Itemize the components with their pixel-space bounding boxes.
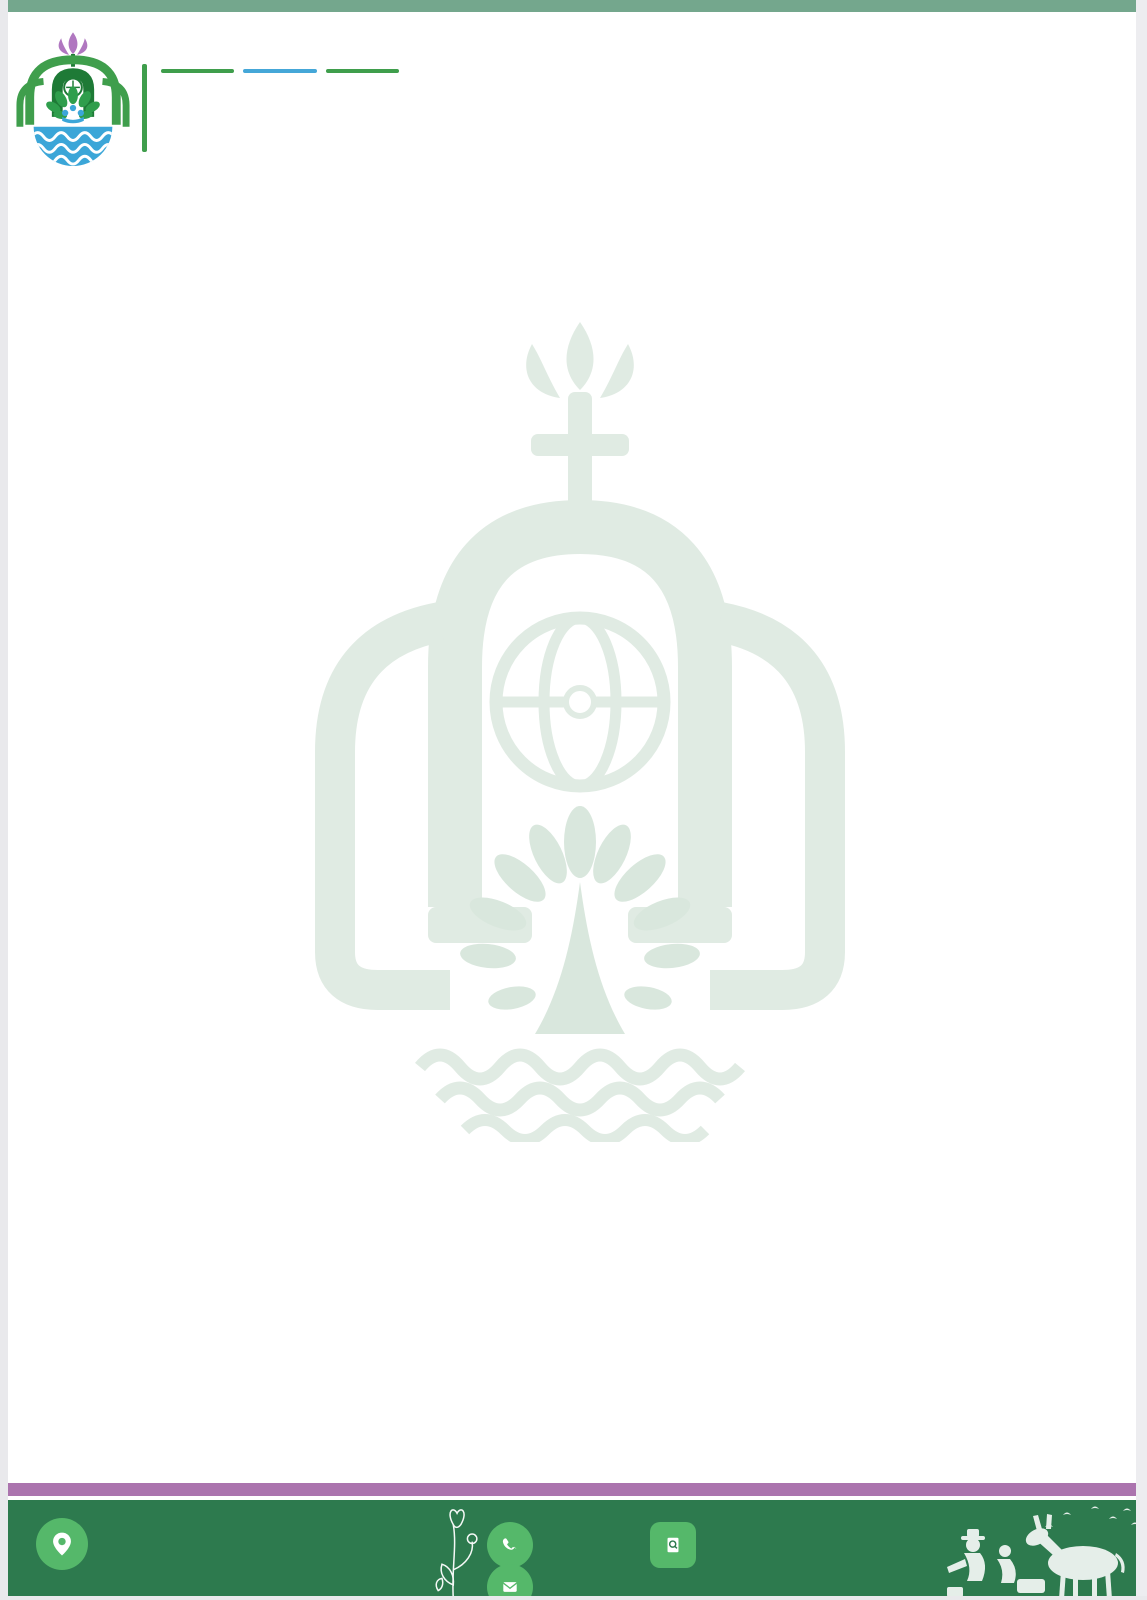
letterhead: [14, 26, 411, 194]
photo-edge-right: [1136, 0, 1147, 1600]
brand-underline-bars: [161, 69, 399, 73]
envelope-icon: [487, 1564, 533, 1600]
location-pin-icon: [36, 1518, 88, 1570]
footer-green-band: [0, 1500, 1147, 1600]
flower-illustration: [425, 1502, 491, 1600]
footer-purple-bar: [0, 1483, 1147, 1496]
letter-body: [167, 284, 962, 331]
top-green-bar: [0, 0, 1147, 12]
footer: [0, 1483, 1147, 1600]
farm-scene-illustration: [895, 1503, 1145, 1600]
letterhead-divider: [142, 64, 147, 152]
globe-search-icon: [650, 1522, 696, 1568]
phone-icon: [487, 1522, 533, 1568]
gad-crest-logo: [14, 26, 132, 194]
crest-watermark: [250, 322, 910, 1142]
photo-edge-left: [0, 0, 8, 1600]
photo-edge-bottom: [0, 1596, 1147, 1600]
